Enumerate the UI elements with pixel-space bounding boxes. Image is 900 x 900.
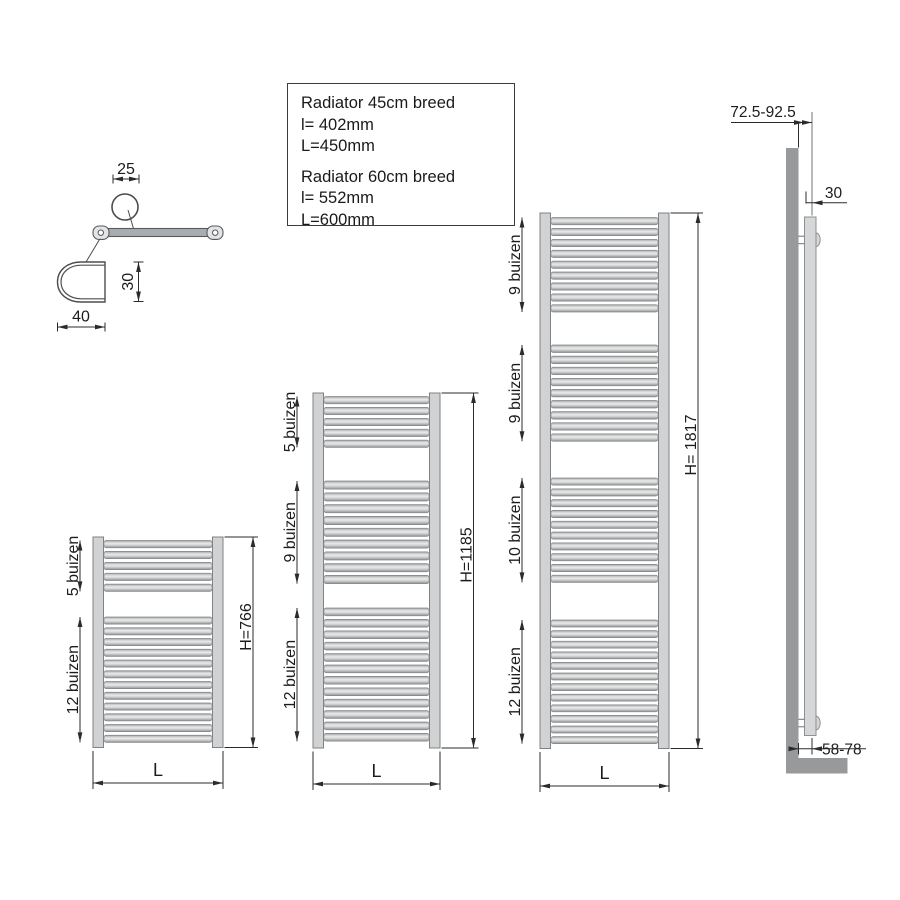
rail-left bbox=[313, 393, 324, 748]
tube bbox=[324, 429, 429, 436]
info-box bbox=[287, 83, 515, 229]
tube bbox=[324, 505, 429, 513]
detail-dim-25-label: 25 bbox=[117, 161, 135, 178]
dimension-arrow bbox=[520, 218, 525, 228]
tube bbox=[324, 711, 429, 719]
tube bbox=[551, 401, 658, 409]
tube-group bbox=[551, 345, 658, 441]
tube bbox=[324, 540, 429, 548]
tube-group bbox=[324, 397, 429, 448]
tube bbox=[324, 642, 429, 650]
tube bbox=[551, 261, 658, 268]
dimension-arrow bbox=[93, 781, 103, 786]
tube bbox=[551, 641, 658, 648]
dimension-arrow bbox=[520, 302, 525, 312]
radiator-medium-front bbox=[282, 392, 479, 790]
dimension-arrow bbox=[520, 572, 525, 582]
leader-line bbox=[86, 240, 100, 263]
tube bbox=[551, 575, 658, 582]
dimension-arrow bbox=[659, 784, 669, 789]
tube bbox=[551, 228, 658, 235]
tube bbox=[551, 684, 658, 691]
radiator-large-height-label: H= 1817 bbox=[683, 414, 700, 476]
tube bbox=[324, 481, 429, 489]
dimension-arrow bbox=[295, 608, 300, 618]
tube bbox=[324, 654, 429, 662]
tube bbox=[104, 573, 212, 580]
tube bbox=[551, 489, 658, 496]
tube bbox=[104, 639, 212, 646]
side-dim-floor-offset: 58-78 bbox=[822, 741, 862, 759]
info-small-l-45: l= 402mm bbox=[301, 115, 374, 134]
dimension-arrow bbox=[471, 393, 476, 403]
tube bbox=[324, 733, 429, 741]
tube bbox=[324, 440, 429, 447]
radiator-small-front bbox=[65, 536, 258, 789]
collector-hole-right bbox=[213, 230, 218, 235]
tube bbox=[551, 532, 658, 539]
tube bbox=[551, 554, 658, 561]
radiator-large-width-label: L bbox=[599, 763, 610, 783]
dimension-arrow bbox=[520, 620, 525, 630]
radiator-medium-height-label: H=1185 bbox=[458, 527, 476, 583]
dimension-arrow bbox=[696, 213, 701, 223]
tube bbox=[324, 528, 429, 536]
tube-group bbox=[551, 218, 658, 313]
radiator-large-group-2-label: 10 buizen bbox=[507, 495, 524, 565]
info-section-60cm bbox=[301, 167, 514, 232]
tube bbox=[551, 543, 658, 550]
radiator-medium-group-1-label: 9 buizen bbox=[282, 502, 299, 563]
dimension-arrow bbox=[471, 738, 476, 748]
detail-view bbox=[58, 161, 224, 332]
rail-left bbox=[540, 213, 551, 749]
tube bbox=[104, 671, 212, 678]
detail-dim-40-label: 40 bbox=[72, 308, 90, 326]
dimension-arrow bbox=[812, 746, 822, 751]
tube bbox=[551, 673, 658, 680]
info-title-45: Radiator 45cm breed bbox=[301, 94, 456, 112]
radiator-small-group-1-label: 12 buizen bbox=[65, 645, 82, 715]
tube bbox=[551, 726, 658, 733]
tube-group bbox=[324, 481, 429, 584]
info-small-l-60: l= 552mm bbox=[301, 189, 374, 207]
side-dim-wall-offset: 72.5-92.5 bbox=[730, 104, 796, 121]
tube bbox=[324, 676, 429, 684]
tube bbox=[324, 631, 429, 639]
dimension-arrow bbox=[251, 537, 256, 547]
dimension-arrow bbox=[251, 738, 256, 748]
radiator-side-profile bbox=[805, 217, 817, 736]
dimension-arrow bbox=[295, 731, 300, 741]
tube-group bbox=[551, 620, 658, 744]
tube bbox=[551, 305, 658, 312]
dimension-arrow bbox=[520, 734, 525, 744]
dimension-arrow bbox=[295, 574, 300, 584]
tube bbox=[551, 715, 658, 722]
radiator-medium-group-2-label: 12 buizen bbox=[282, 639, 299, 710]
tube bbox=[324, 407, 429, 414]
tube bbox=[551, 500, 658, 507]
radiator-large-group-3-label: 12 buizen bbox=[507, 647, 524, 717]
dimension-arrow bbox=[295, 481, 300, 491]
dimension-arrow bbox=[136, 292, 141, 302]
tube bbox=[551, 564, 658, 571]
radiator-large-group-0-label: 9 buizen bbox=[507, 234, 524, 295]
tube bbox=[551, 694, 658, 701]
detail-dim-30-label: 30 bbox=[120, 272, 137, 291]
info-section-45cm bbox=[301, 93, 514, 158]
tube bbox=[104, 735, 212, 742]
tube bbox=[104, 703, 212, 710]
tube bbox=[104, 628, 212, 635]
dimension-arrow bbox=[136, 262, 141, 272]
dimension-arrow bbox=[430, 782, 440, 787]
tube bbox=[324, 699, 429, 707]
tube bbox=[104, 692, 212, 699]
tube bbox=[104, 649, 212, 656]
tube bbox=[551, 367, 658, 375]
tube bbox=[551, 250, 658, 257]
tube bbox=[324, 665, 429, 673]
tube bbox=[551, 218, 658, 225]
tube bbox=[551, 239, 658, 246]
dimension-arrow bbox=[520, 345, 525, 355]
tube bbox=[551, 356, 658, 364]
tube bbox=[551, 510, 658, 517]
tube bbox=[551, 652, 658, 659]
side-view bbox=[730, 104, 866, 774]
dimension-arrow bbox=[520, 478, 525, 488]
dimension-arrow bbox=[78, 617, 83, 627]
rail-left bbox=[93, 537, 104, 748]
tube bbox=[104, 725, 212, 732]
dimension-arrow bbox=[540, 784, 550, 789]
collector-profile-outer bbox=[58, 262, 106, 302]
radiator-large-group-1-label: 9 buizen bbox=[507, 362, 524, 424]
dimension-arrow bbox=[313, 782, 323, 787]
tube bbox=[324, 418, 429, 425]
tube bbox=[551, 294, 658, 301]
tube bbox=[104, 551, 212, 558]
tube bbox=[324, 397, 429, 404]
side-dim-bracket: 30 bbox=[824, 185, 843, 202]
tube bbox=[551, 389, 658, 397]
tube bbox=[104, 682, 212, 689]
dimension-arrow bbox=[802, 120, 812, 125]
dimension-arrow bbox=[213, 781, 223, 786]
tube bbox=[551, 521, 658, 528]
tube bbox=[551, 478, 658, 485]
radiator-small-group-0-label: 5 buizen bbox=[65, 535, 82, 597]
tube bbox=[551, 662, 658, 669]
info-large-l-60: L=600mm bbox=[301, 210, 375, 229]
rail-right bbox=[430, 393, 441, 748]
dimension-arrow bbox=[813, 200, 823, 205]
radiator-front-views bbox=[65, 213, 703, 792]
dimension-arrow bbox=[78, 732, 83, 742]
tube-group bbox=[324, 608, 429, 741]
tube bbox=[104, 714, 212, 721]
tube bbox=[324, 516, 429, 524]
tube bbox=[551, 434, 658, 442]
tube bbox=[551, 283, 658, 290]
tube bbox=[104, 584, 212, 591]
tube-cross-section bbox=[112, 194, 138, 220]
tube bbox=[324, 722, 429, 730]
tube bbox=[551, 378, 658, 386]
tube bbox=[324, 688, 429, 696]
info-title-60: Radiator 60cm breed bbox=[301, 167, 456, 186]
tube bbox=[324, 608, 429, 616]
tube bbox=[551, 412, 658, 420]
tube-group bbox=[104, 617, 212, 742]
tube bbox=[551, 345, 658, 353]
radiator-large-front bbox=[507, 213, 703, 792]
tube bbox=[104, 660, 212, 667]
tube bbox=[551, 705, 658, 712]
rail-right bbox=[659, 213, 670, 749]
tube-group bbox=[551, 478, 658, 582]
tube bbox=[104, 541, 212, 548]
tube bbox=[324, 575, 429, 583]
dimension-arrow bbox=[58, 325, 68, 330]
rail-right bbox=[213, 537, 224, 748]
tube-group bbox=[104, 541, 212, 592]
tube bbox=[324, 493, 429, 501]
tube bbox=[324, 564, 429, 572]
tube bbox=[551, 620, 658, 627]
top-view-tube bbox=[100, 229, 216, 237]
tube bbox=[551, 272, 658, 279]
dimension-arrow bbox=[696, 739, 701, 749]
dimension-arrow bbox=[95, 325, 105, 330]
collector-hole-left bbox=[98, 230, 103, 235]
tube bbox=[104, 562, 212, 569]
tube bbox=[324, 552, 429, 560]
radiator-small-width-label: L bbox=[152, 760, 164, 780]
info-large-l-45: L=450mm bbox=[301, 137, 375, 155]
tube bbox=[324, 619, 429, 627]
tube bbox=[551, 737, 658, 744]
radiator-medium-group-0-label: 5 buizen bbox=[282, 391, 299, 453]
dimension-arrow bbox=[520, 431, 525, 441]
radiator-small-height-label: H=766 bbox=[238, 603, 255, 651]
tube bbox=[551, 631, 658, 638]
tube bbox=[551, 423, 658, 431]
radiator-medium-width-label: L bbox=[371, 761, 382, 781]
tube bbox=[104, 617, 212, 624]
